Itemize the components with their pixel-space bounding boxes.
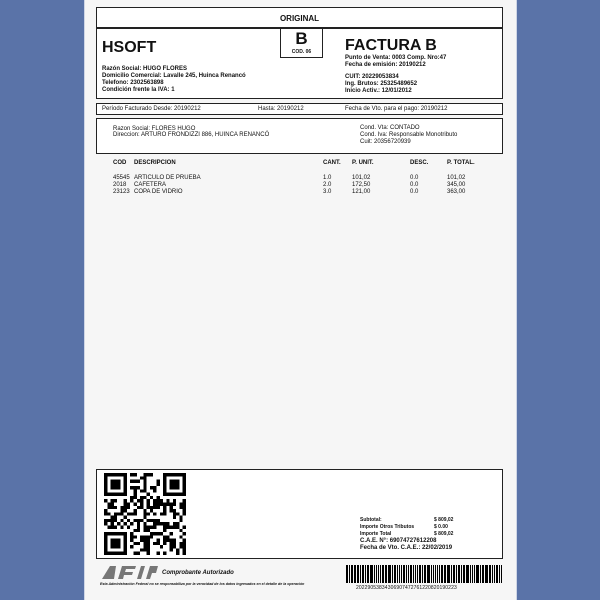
barcode-bar xyxy=(474,565,475,583)
barcode-bar xyxy=(448,565,450,583)
table-cell: ARTICULO DE PRUEBA xyxy=(134,175,201,181)
barcode xyxy=(346,563,502,583)
barcode-bar xyxy=(417,565,419,583)
header-right-line: Ing. Brutos: 25325489652 xyxy=(345,81,418,87)
barcode-bar xyxy=(447,565,448,583)
afip-logo-text xyxy=(100,564,101,565)
header-left-line: Telefono: 2302563898 xyxy=(102,80,164,86)
subtotal-label: Subtotal: xyxy=(360,517,382,523)
total-value: $ 809,02 xyxy=(434,531,454,537)
barcode-bar xyxy=(351,565,352,583)
table-cell: COPA DE VIDRIO xyxy=(134,189,183,195)
col-header-cod: COD xyxy=(113,160,127,166)
barcode-bar xyxy=(370,565,371,583)
barcode-bar xyxy=(437,565,438,583)
barcode-bar xyxy=(401,565,402,583)
client-direccion: Direccion: ARTURO FRONDIZZI 886, HUINCA RENANCÓ xyxy=(113,132,270,138)
table-cell: 172,50 xyxy=(352,182,371,188)
client-cuit: Cuit: 20356720939 xyxy=(360,139,411,145)
header-right-line: Punto de Venta: 0003 Comp. Nro:47 xyxy=(345,55,447,61)
table-cell: 3.0 xyxy=(323,189,332,195)
subtotal-value: $ 809,02 xyxy=(434,517,454,523)
barcode-bar xyxy=(480,565,481,583)
table-cell: 0.0 xyxy=(410,175,419,181)
col-header-ptotal: P. TOTAL. xyxy=(447,160,475,166)
invoice-letter: B xyxy=(295,29,308,48)
barcode-bar xyxy=(476,565,477,583)
letter-box xyxy=(280,29,323,58)
barcode-bar xyxy=(482,565,484,583)
barcode-bar xyxy=(392,565,393,583)
table-cell: 101,02 xyxy=(447,175,466,181)
barcode-bar xyxy=(346,565,348,583)
otros-tributos-label: Importe Otros Tributos xyxy=(360,524,415,530)
barcode-bar xyxy=(410,565,412,583)
barcode-bar xyxy=(444,565,446,583)
barcode-bar xyxy=(486,565,488,583)
table-cell: CAFETERA xyxy=(134,182,167,188)
table-cell: 45545 xyxy=(113,175,130,181)
client-box xyxy=(96,118,503,154)
barcode-bar xyxy=(485,565,486,583)
table-cell: 363,00 xyxy=(447,189,466,195)
barcode-bar xyxy=(406,565,407,583)
barcode-bar xyxy=(433,565,434,583)
barcode-bar xyxy=(376,565,377,583)
barcode-bar xyxy=(428,565,430,583)
cae-number: C.A.E. N°: 69074727612208 xyxy=(360,538,437,544)
invoice-code: COD. 06 xyxy=(291,49,312,55)
qr-code xyxy=(104,473,186,555)
barcode-bar xyxy=(499,565,500,583)
barcode-bar xyxy=(382,565,384,583)
barcode-bar xyxy=(389,565,391,583)
barcode-bar xyxy=(439,565,440,583)
col-header-punit: P. UNIT. xyxy=(352,160,374,166)
barcode-bar xyxy=(354,565,356,583)
barcode-number: 20229053834306907472761220820190223 xyxy=(356,585,457,591)
barcode-bar xyxy=(496,565,497,583)
barcode-bar xyxy=(467,565,469,583)
barcode-bar xyxy=(489,565,491,583)
barcode-bar xyxy=(349,565,350,583)
barcode-bar xyxy=(453,565,455,583)
barcode-bar xyxy=(463,565,465,583)
barcode-bar xyxy=(371,565,373,583)
invoice-title: FACTURA B xyxy=(345,37,437,54)
barcode-bar xyxy=(365,565,366,583)
header-right-line: Fecha de emisión: 20190212 xyxy=(345,62,426,68)
barcode-bar xyxy=(385,565,387,583)
barcode-bar xyxy=(352,565,353,583)
table-cell: 0.0 xyxy=(410,182,419,188)
barcode-bar xyxy=(424,565,426,583)
barcode-bar xyxy=(378,565,380,583)
header-right-line: Inicio Activ.: 12/01/2012 xyxy=(345,88,412,94)
table-cell: 2.0 xyxy=(323,182,332,188)
period-hasta: Hasta: 20190212 xyxy=(258,106,304,112)
header-left-line: Domicilio Comercial: Lavalle 245, Huinca Renancó xyxy=(102,73,246,79)
barcode-bar xyxy=(461,565,462,583)
barcode-bar xyxy=(435,565,437,583)
barcode-bar xyxy=(497,565,498,583)
comprobante-autorizado: Comprobante Autorizado xyxy=(162,570,234,576)
client-cond-iva: Cond. Iva: Responsable Monotributo xyxy=(360,132,458,138)
otros-tributos-value: $ 0.00 xyxy=(434,524,448,530)
barcode-bar xyxy=(360,565,362,583)
barcode-bar xyxy=(431,565,432,583)
barcode-bar xyxy=(380,565,381,583)
table-cell: 0.0 xyxy=(410,189,419,195)
afip-logo-icon xyxy=(100,564,160,580)
header-right-line: CUIT: 20229053834 xyxy=(345,74,399,80)
barcode-bar xyxy=(470,565,471,583)
table-cell: 101,02 xyxy=(352,175,371,181)
period-row xyxy=(96,103,503,115)
total-label: Importe Total xyxy=(360,531,392,537)
barcode-bar xyxy=(494,565,495,583)
barcode-bar xyxy=(427,565,428,583)
cae-vto: Fecha de Vto. C.A.E.: 22/02/2019 xyxy=(360,545,453,551)
afip-logo xyxy=(100,564,160,580)
company-name: HSOFT xyxy=(102,39,157,56)
barcode-bar xyxy=(367,565,369,583)
barcode-bar xyxy=(492,565,493,583)
barcode-bar xyxy=(357,565,359,583)
barcode-bar xyxy=(394,565,396,583)
barcode-bar xyxy=(456,565,458,583)
barcode-bar xyxy=(458,565,460,583)
afip-disclaimer: Esta Administración Federal no se responsabiliza por la veracidad de los datos ingresados en el detalle de la operación xyxy=(100,582,305,586)
table-cell: 121,00 xyxy=(352,189,371,195)
barcode-bar xyxy=(374,565,375,583)
barcode-bar xyxy=(451,565,452,583)
col-header-desc: DESC. xyxy=(410,160,429,166)
period-vto: Fecha de Vto. para el pago: 20190212 xyxy=(345,106,448,112)
barcode-bar xyxy=(472,565,473,583)
table-cell: 1.0 xyxy=(323,175,332,181)
barcode-bar xyxy=(422,565,423,583)
invoice-header xyxy=(96,28,503,99)
barcode-bar xyxy=(419,565,421,583)
barcode-bar xyxy=(399,565,400,583)
client-cond-vta: Cond. Vta: CONTADO xyxy=(360,125,420,131)
col-header-descripcion: DESCRIPCION xyxy=(134,160,176,166)
period-desde: Período Facturado Desde: 20190212 xyxy=(102,106,201,112)
barcode-bar xyxy=(477,565,479,583)
barcode-bar xyxy=(388,565,389,583)
barcode-bar xyxy=(403,565,405,583)
client-razon-social: Razon Social: FLORES HUGO xyxy=(113,126,196,132)
barcode-bar xyxy=(466,565,467,583)
barcode-bar xyxy=(397,565,399,583)
barcode-bar xyxy=(408,565,410,583)
original-label: ORIGINAL xyxy=(279,14,320,23)
barcode-bar xyxy=(501,565,502,583)
barcode-bar xyxy=(362,565,364,583)
barcode-bar xyxy=(415,565,416,583)
table-cell: 2018 xyxy=(113,182,127,188)
original-banner xyxy=(96,7,503,28)
barcode-bar xyxy=(413,565,414,583)
table-cell: 23123 xyxy=(113,189,130,195)
header-left-line: Condición frente la IVA: 1 xyxy=(102,87,175,93)
col-header-cant: CANT. xyxy=(323,160,341,166)
barcode-bar xyxy=(441,565,443,583)
header-left-line: Razón Social: HUGO FLORES xyxy=(102,66,188,72)
table-cell: 345,00 xyxy=(447,182,466,188)
